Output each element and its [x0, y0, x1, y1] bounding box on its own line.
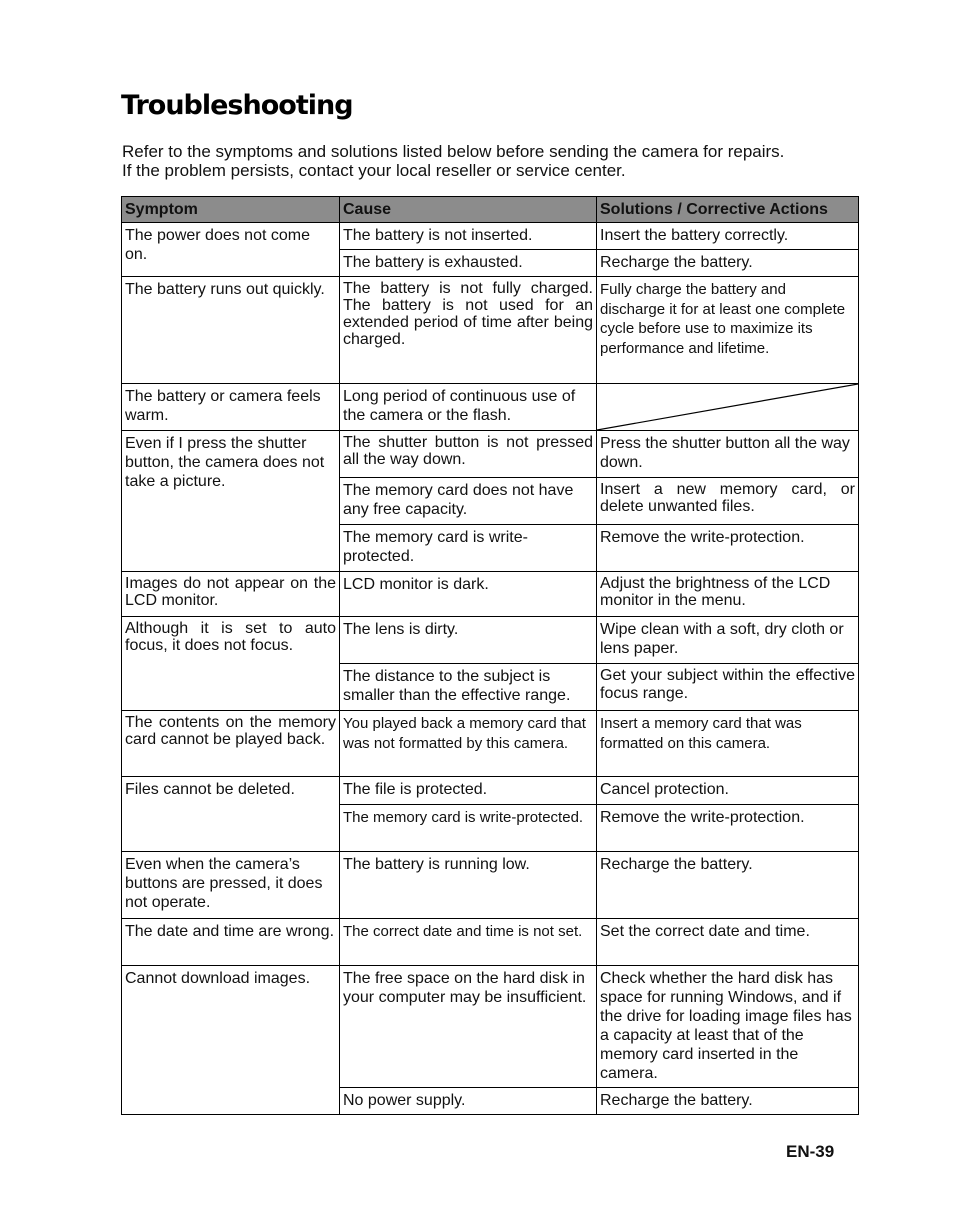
table-row: [122, 384, 859, 431]
diagonal-strike-line: [597, 384, 858, 430]
symptom-cell: Although it is set to auto focus, it does not focus.: [122, 617, 340, 711]
cause-cell: Long period of continuous use of the camera or the flash.: [340, 384, 597, 431]
symptom-cell: Even if I press the shutter button, the camera does not take a picture.: [122, 431, 340, 572]
table-row: [122, 617, 859, 664]
table-row: [122, 431, 859, 478]
table-row: [122, 777, 859, 805]
solution-cell: Insert the battery correctly.: [597, 223, 859, 250]
cause-cell: The battery is not inserted.: [340, 223, 597, 250]
solution-cell: Remove the write-protection.: [597, 805, 859, 852]
symptom-cell: The contents on the memory card cannot be played back.: [122, 711, 340, 777]
symptom-cell: Images do not appear on the LCD monitor.: [122, 572, 340, 617]
header-symptom: Symptom: [122, 197, 340, 223]
symptom-cell: Even when the camera’s buttons are pressed, it does not operate.: [122, 852, 340, 919]
cause-cell: You played back a memory card that was not formatted by this camera.: [340, 711, 597, 777]
cause-cell: The memory card does not have any free capacity.: [340, 478, 597, 525]
page-title: Troubleshooting: [121, 90, 353, 121]
symptom-cell: The battery runs out quickly.: [122, 277, 340, 384]
cause-cell: The free space on the hard disk in your computer may be insufficient.: [340, 966, 597, 1088]
table-row: [122, 223, 859, 250]
cause-cell: The battery is not fully charged. The battery is not used for an extended period of time after being charged.: [340, 277, 597, 384]
page-number: EN-39: [786, 1142, 835, 1161]
symptom-cell: The battery or camera feels warm.: [122, 384, 340, 431]
symptom-cell: The date and time are wrong.: [122, 919, 340, 966]
table-header-row: [122, 197, 859, 223]
solution-cell: Recharge the battery.: [597, 250, 859, 277]
empty-solution-cell: [597, 384, 859, 431]
solution-cell: Recharge the battery.: [597, 852, 859, 919]
solution-cell: Press the shutter button all the way down.: [597, 431, 859, 478]
solution-cell: Remove the write-protection.: [597, 525, 859, 572]
cause-cell: The file is protected.: [340, 777, 597, 805]
symptom-cell: Cannot download images.: [122, 966, 340, 1115]
intro-text: [122, 142, 862, 180]
table-row: [122, 966, 859, 1088]
intro-line-1: Refer to the symptoms and solutions listed below before sending the camera for repairs.: [122, 142, 785, 161]
cause-cell: The memory card is write-protected.: [340, 525, 597, 572]
solution-cell: Insert a new memory card, or delete unwanted files.: [597, 478, 859, 525]
cause-cell: The battery is running low.: [340, 852, 597, 919]
solution-cell: Cancel protection.: [597, 777, 859, 805]
solution-cell: Get your subject within the effective focus range.: [597, 664, 859, 711]
solution-cell: Check whether the hard disk has space for running Windows, and if the drive for loading image files has a capacity at least that of the memory card inserted in the camera.: [597, 966, 859, 1088]
cause-cell: The correct date and time is not set.: [340, 919, 597, 966]
intro-line-2: If the problem persists, contact your local reseller or service center.: [122, 161, 626, 180]
table-row: [122, 711, 859, 777]
cause-cell: The shutter button is not pressed all the way down.: [340, 431, 597, 478]
cause-cell: The memory card is write-protected.: [340, 805, 597, 852]
table-row: [122, 852, 859, 919]
cause-cell: The battery is exhausted.: [340, 250, 597, 277]
solution-cell: Recharge the battery.: [597, 1088, 859, 1115]
symptom-cell: The power does not come on.: [122, 223, 340, 277]
cause-cell: The lens is dirty.: [340, 617, 597, 664]
cause-cell: The distance to the subject is smaller than the effective range.: [340, 664, 597, 711]
table-row: [122, 572, 859, 617]
header-solution: Solutions / Corrective Actions: [597, 197, 859, 223]
solution-cell: Insert a memory card that was formatted on this camera.: [597, 711, 859, 777]
table-row: [122, 919, 859, 966]
solution-cell: Set the correct date and time.: [597, 919, 859, 966]
cause-cell: No power supply.: [340, 1088, 597, 1115]
cause-cell: LCD monitor is dark.: [340, 572, 597, 617]
symptom-cell: Files cannot be deleted.: [122, 777, 340, 852]
solution-cell: Adjust the brightness of the LCD monitor in the menu.: [597, 572, 859, 617]
solution-cell: Fully charge the battery and discharge it for at least one complete cycle before use to maximize its performance and lifetime.: [597, 277, 859, 384]
troubleshooting-table: [121, 196, 859, 1115]
header-cause: Cause: [340, 197, 597, 223]
table-row: [122, 277, 859, 384]
solution-cell: Wipe clean with a soft, dry cloth or lens paper.: [597, 617, 859, 664]
